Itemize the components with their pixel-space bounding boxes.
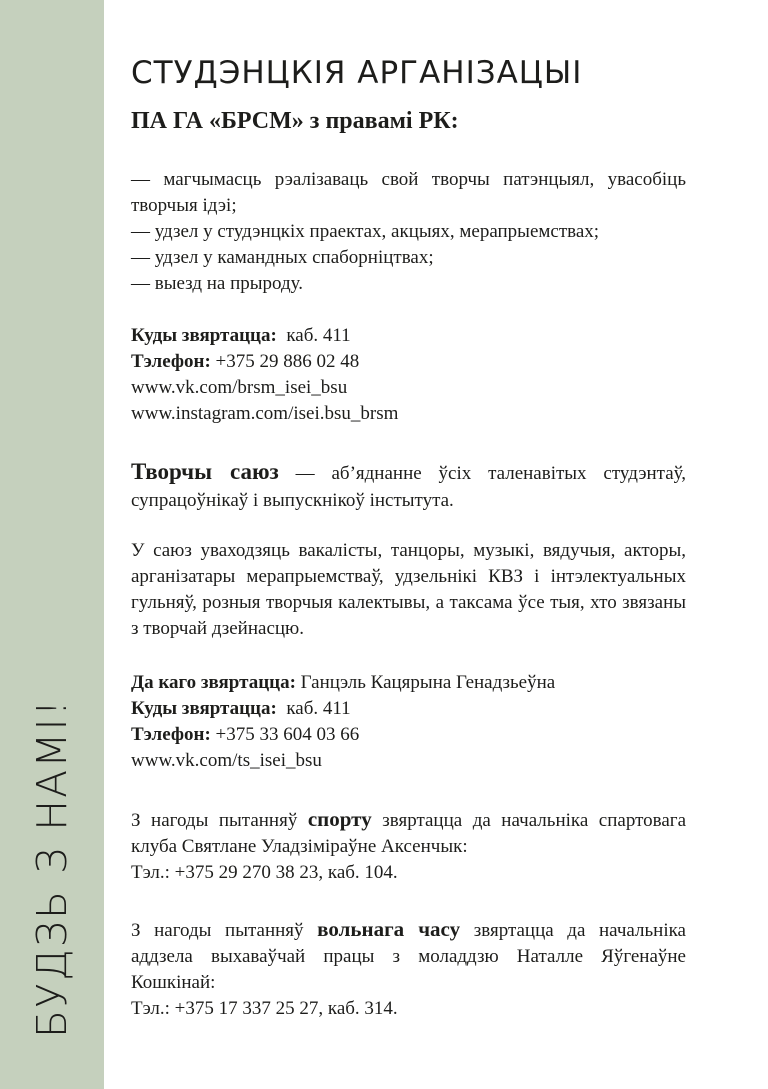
page-title: СТУДЭНЦКІЯ АРГАНІЗАЦЫІ	[131, 54, 583, 91]
brsm-contacts	[131, 323, 686, 427]
cu-where-value: каб. 411	[286, 698, 351, 719]
cu-phone-label: Тэлефон:	[131, 724, 211, 745]
side-strip	[0, 0, 104, 1089]
free-time-keyword: вольнага часу	[317, 917, 461, 941]
creative-union-contacts	[131, 670, 686, 774]
sport-suffix: звяртацца да начальніка спартовага клуба Святлане Уладзіміраўне Аксенчык:	[131, 810, 686, 857]
cu-vk-link[interactable]: www.vk.com/ts_isei_bsu	[131, 750, 322, 771]
free-time-section	[131, 916, 686, 1022]
cu-where-row	[131, 696, 686, 722]
brsm-item-1: — магчымасць рэалізаваць свой творчы патэнцыял, увасобіць творчыя ідэі;	[131, 169, 686, 216]
brsm-item-4: — выезд на прыроду.	[131, 273, 303, 294]
side-banner-text: БУДЗЬ З НАМІ!	[28, 697, 76, 1039]
creative-union-intro	[131, 458, 686, 514]
brsm-where-value: каб. 411	[286, 325, 351, 346]
sport-contact: Тэл.: +375 29 270 38 23, каб. 104.	[131, 862, 398, 883]
creative-union-name: Творчы саюз	[131, 459, 279, 484]
brsm-item-2: — удзел у студэнцкіх праектах, акцыях, мерапрыемствах;	[131, 221, 600, 242]
cu-phone-value[interactable]: +375 33 604 03 66	[215, 724, 360, 745]
cu-phone-row	[131, 722, 686, 748]
cu-contact-label: Да каго звяртацца:	[131, 672, 296, 693]
creative-union-members: У саюз уваходзяць вакалісты, танцоры, музыкі, вядучыя, акторы, арганізатары мерапрыемстваў, удзельнікі КВЗ і інтэлектуальных гульняў, розныя творчыя калектывы, а таксама ўсе тыя, хто звязаны з творчай дзейнасцю.	[131, 540, 686, 639]
free-time-contact: Тэл.: +375 17 337 25 27, каб. 314.	[131, 998, 398, 1019]
brsm-vk-link[interactable]: www.vk.com/brsm_isei_bsu	[131, 377, 348, 398]
free-time-prefix: З нагоды пытанняў	[131, 920, 318, 941]
creative-union-description: — аб’яднанне ўсіх таленавітых студэнтаў, супрацоўнікаў і выпускнікоў інстытута.	[131, 463, 686, 511]
sport-prefix: З нагоды пытанняў	[131, 810, 308, 831]
brsm-instagram-link[interactable]: www.instagram.com/isei.bsu_brsm	[131, 403, 399, 424]
sport-section	[131, 806, 686, 886]
brsm-where-label: Куды звяртацца:	[131, 325, 277, 346]
brsm-item-3: — удзел у камандных спаборніцтвах;	[131, 247, 434, 268]
brsm-title: ПА ГА «БРСМ» з правамі РК:	[131, 108, 459, 134]
cu-where-label: Куды звяртацца:	[131, 698, 277, 719]
brsm-where-row	[131, 323, 686, 349]
brsm-phone-label: Тэлефон:	[131, 351, 211, 372]
brsm-phone-value[interactable]: +375 29 886 02 48	[215, 351, 360, 372]
cu-contact-value: Ганцэль Кацярына Генадзьеўна	[300, 672, 556, 693]
free-time-suffix: звяртацца да начальніка аддзела выхаваўчай працы з моладдзю Наталле Яўгенаўне Кошкінай:	[131, 920, 686, 993]
brsm-benefits-list	[131, 167, 686, 297]
sport-keyword: спорту	[307, 807, 372, 831]
brsm-phone-row	[131, 349, 686, 375]
cu-contact-row	[131, 670, 686, 696]
